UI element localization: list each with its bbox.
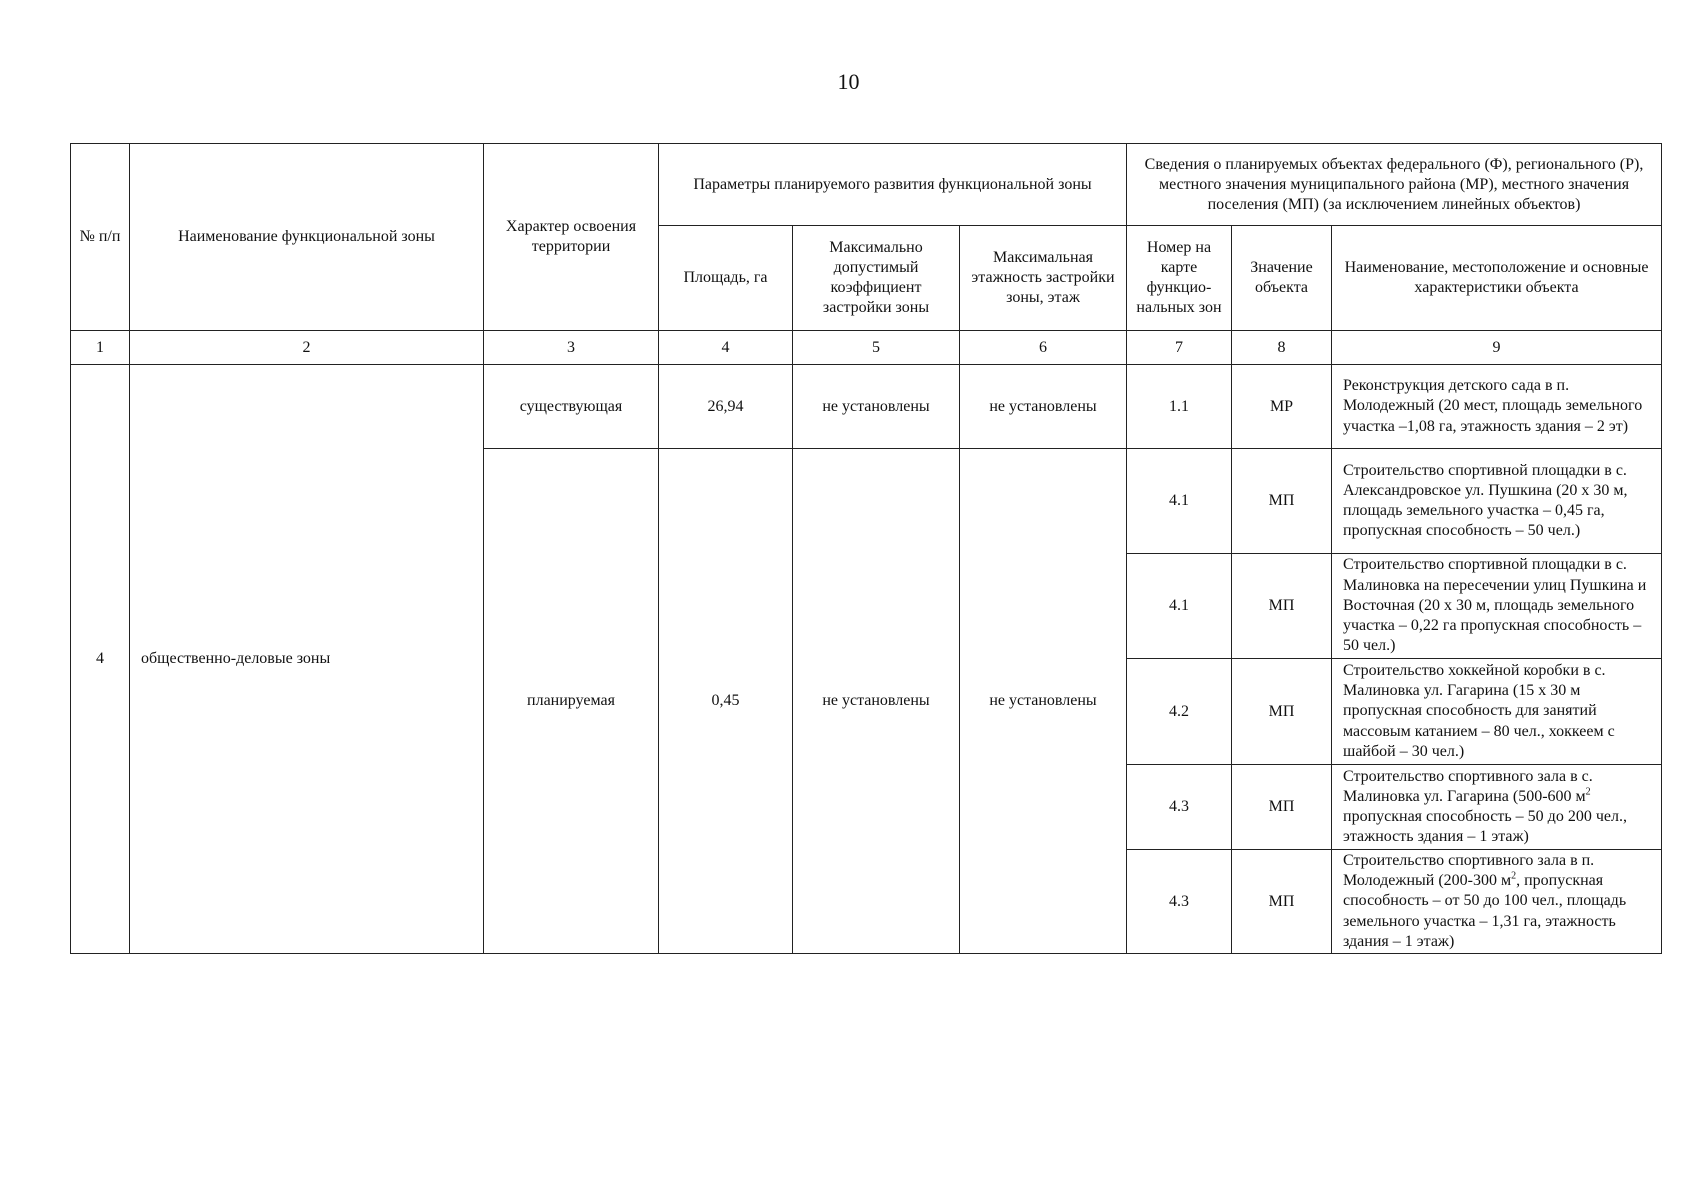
object-value-cell: МП: [1232, 554, 1332, 659]
desc-text: Строительство спортивного зала в п. Молодежный (200-300 м: [1343, 851, 1595, 890]
header-max-coef: Максимально допустимый коэффициент застройки зоны: [793, 226, 960, 331]
column-number: 7: [1127, 331, 1232, 365]
desc-text: Строительство спортивного зала в с. Малиновка ул. Гагарина (500-600 м: [1343, 767, 1593, 805]
map-number-cell: 1.1: [1127, 365, 1232, 449]
max-coef-cell: не установлены: [793, 449, 960, 954]
object-desc-cell: [1332, 765, 1662, 850]
header-zone-name: Наименование функциональной зоны: [130, 144, 484, 331]
object-desc-cell: Реконструкция детского сада в п. Молодежный (20 мест, площадь земельного участка –1,08 га, этажность здания – 2 эт): [1332, 365, 1662, 449]
header-character: Характер освоения территории: [484, 144, 659, 331]
header-object-value: Значение объекта: [1232, 226, 1332, 331]
superscript: 2: [1511, 870, 1517, 882]
column-number: 1: [71, 331, 130, 365]
object-value-cell: МП: [1232, 449, 1332, 554]
zone-name: общественно-деловые зоны: [130, 365, 484, 954]
column-numbers-row: [71, 331, 1662, 365]
area-cell: 26,94: [659, 365, 793, 449]
map-number-cell: 4.3: [1127, 765, 1232, 850]
max-floors-cell: не установлены: [960, 449, 1127, 954]
map-number-cell: 4.2: [1127, 659, 1232, 765]
header-params-group: Параметры планируемого развития функциональной зоны: [659, 144, 1127, 226]
character-cell: планируемая: [484, 449, 659, 954]
object-value-cell: МР: [1232, 365, 1332, 449]
functional-zones-table: [70, 143, 1662, 954]
object-desc-cell: Строительство спортивной площадки в с. Малиновка на пересечении улиц Пушкина и Восточная (20 х 30 м, площадь земельного участка – 0,22 га пропускная способность – 50 чел.): [1332, 554, 1662, 659]
object-desc-cell: Строительство хоккейной коробки в с. Малиновка ул. Гагарина (15 х 30 м пропускная способность для занятий массовым катанием – 80 чел., хоккеем с шайбой – 30 чел.): [1332, 659, 1662, 765]
column-number: 4: [659, 331, 793, 365]
desc-text: , пропускная способность – от 50 до 100 чел., площадь земельного участка – 1,31 га, этажность здания – 1 этаж): [1343, 872, 1627, 950]
object-value-cell: МП: [1232, 659, 1332, 765]
zone-num: 4: [71, 365, 130, 954]
object-value-cell: МП: [1232, 850, 1332, 954]
column-number: 6: [960, 331, 1127, 365]
object-desc-cell: [1332, 850, 1662, 954]
superscript: 2: [1585, 786, 1591, 798]
character-cell: существующая: [484, 365, 659, 449]
desc-text: пропускная способность – 50 до 200 чел., этажность здания – 1 этаж): [1343, 808, 1627, 846]
column-number: 8: [1232, 331, 1332, 365]
header-map-number: Номер на карте функцио-нальных зон: [1127, 226, 1232, 331]
header-object-desc: Наименование, местоположение и основные характеристики объекта: [1332, 226, 1662, 331]
header-num: № п/п: [71, 144, 130, 331]
map-number-cell: 4.1: [1127, 554, 1232, 659]
column-number: 9: [1332, 331, 1662, 365]
object-value-cell: МП: [1232, 765, 1332, 850]
column-number: 5: [793, 331, 960, 365]
area-cell: 0,45: [659, 449, 793, 954]
page-number: 10: [837, 69, 860, 94]
max-floors-cell: не установлены: [960, 365, 1127, 449]
header-objects-group: Сведения о планируемых объектах федерального (Ф), регионального (Р), местного значения муниципального района (МР), местного значения поселения (МП) (за исключением линейных объектов): [1127, 144, 1662, 226]
map-number-cell: 4.3: [1127, 850, 1232, 954]
header-area: Площадь, га: [659, 226, 793, 331]
max-coef-cell: не установлены: [793, 365, 960, 449]
table-row: [71, 365, 1662, 449]
column-number: 3: [484, 331, 659, 365]
header-max-floors: Максимальная этажность застройки зоны, этаж: [960, 226, 1127, 331]
column-number: 2: [130, 331, 484, 365]
header-row: [71, 144, 1662, 226]
map-number-cell: 4.1: [1127, 449, 1232, 554]
object-desc-cell: Строительство спортивной площадки в с. Александровское ул. Пушкина (20 х 30 м, площадь земельного участка – 0,45 га, пропускная способность – 50 чел.): [1332, 449, 1662, 554]
